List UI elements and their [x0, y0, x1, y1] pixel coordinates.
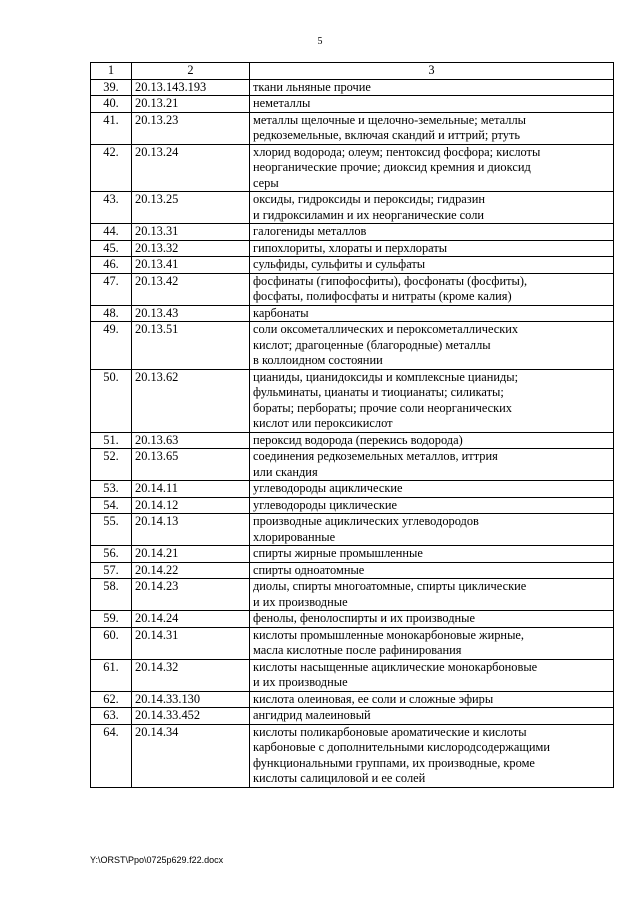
row-description-cell: кислоты насыщенные ациклические монокарбоновые и их производные: [250, 659, 614, 691]
row-description-cell: кислоты поликарбоновые ароматические и кислоты карбоновые с дополнительными кислородсодержащими функциональными группами, их производные, кроме кислоты салициловой и ее солей: [250, 724, 614, 787]
row-description-cell: фосфинаты (гипофосфиты), фосфонаты (фосфиты), фосфаты, полифосфаты и нитраты (кроме калия): [250, 273, 614, 305]
row-number-cell: 59.: [91, 611, 132, 628]
row-number-cell: 58.: [91, 579, 132, 611]
column-header-number: 1: [91, 63, 132, 80]
table-row: [91, 305, 614, 322]
row-number-cell: 41.: [91, 112, 132, 144]
row-description-cell: фенолы, фенолоспирты и их производные: [250, 611, 614, 628]
row-number-cell: 56.: [91, 546, 132, 563]
row-number-cell: 48.: [91, 305, 132, 322]
table-row: [91, 724, 614, 787]
row-code-cell: 20.14.23: [132, 579, 250, 611]
row-description-cell: кислоты промышленные монокарбоновые жирные, масла кислотные после рафинирования: [250, 627, 614, 659]
row-description-cell: ткани льняные прочие: [250, 79, 614, 96]
row-description-cell: кислота олеиновая, ее соли и сложные эфиры: [250, 691, 614, 708]
row-description-cell: углеводороды циклические: [250, 497, 614, 514]
row-number-cell: 46.: [91, 257, 132, 274]
row-description-cell: углеводороды ациклические: [250, 481, 614, 498]
table-row: [91, 691, 614, 708]
table-row: [91, 514, 614, 546]
row-description-cell: галогениды металлов: [250, 224, 614, 241]
row-number-cell: 44.: [91, 224, 132, 241]
row-number-cell: 54.: [91, 497, 132, 514]
table-row: [91, 497, 614, 514]
table-row: [91, 627, 614, 659]
table-row: [91, 273, 614, 305]
table-row: [91, 112, 614, 144]
row-number-cell: 39.: [91, 79, 132, 96]
row-code-cell: 20.14.13: [132, 514, 250, 546]
row-number-cell: 52.: [91, 449, 132, 481]
row-description-cell: гипохлориты, хлораты и перхлораты: [250, 240, 614, 257]
row-code-cell: 20.14.12: [132, 497, 250, 514]
row-number-cell: 57.: [91, 562, 132, 579]
table-row: [91, 708, 614, 725]
row-number-cell: 63.: [91, 708, 132, 725]
row-number-cell: 50.: [91, 369, 132, 432]
row-code-cell: 20.13.62: [132, 369, 250, 432]
row-number-cell: 60.: [91, 627, 132, 659]
row-code-cell: 20.13.42: [132, 273, 250, 305]
row-description-cell: неметаллы: [250, 96, 614, 113]
table-row: [91, 546, 614, 563]
row-code-cell: 20.13.23: [132, 112, 250, 144]
table-body: [91, 79, 614, 787]
codes-table: [90, 62, 614, 788]
row-code-cell: 20.14.21: [132, 546, 250, 563]
row-description-cell: ангидрид малеиновый: [250, 708, 614, 725]
row-number-cell: 64.: [91, 724, 132, 787]
row-code-cell: 20.14.32: [132, 659, 250, 691]
column-header-description: 3: [250, 63, 614, 80]
row-description-cell: соединения редкоземельных металлов, иттрия или скандия: [250, 449, 614, 481]
table-row: [91, 611, 614, 628]
row-number-cell: 49.: [91, 322, 132, 370]
row-description-cell: спирты жирные промышленные: [250, 546, 614, 563]
row-code-cell: 20.13.21: [132, 96, 250, 113]
table-row: [91, 144, 614, 192]
table-header-row: [91, 63, 614, 80]
table-row: [91, 224, 614, 241]
row-number-cell: 43.: [91, 192, 132, 224]
row-description-cell: хлорид водорода; олеум; пентоксид фосфора; кислоты неорганические прочие; диоксид кремния и диоксид серы: [250, 144, 614, 192]
row-number-cell: 55.: [91, 514, 132, 546]
row-code-cell: 20.14.33.452: [132, 708, 250, 725]
row-description-cell: спирты одноатомные: [250, 562, 614, 579]
table-row: [91, 240, 614, 257]
row-description-cell: оксиды, гидроксиды и пероксиды; гидразин и гидроксиламин и их неорганические соли: [250, 192, 614, 224]
row-code-cell: 20.14.11: [132, 481, 250, 498]
table-row: [91, 481, 614, 498]
row-code-cell: 20.13.24: [132, 144, 250, 192]
table-row: [91, 562, 614, 579]
row-code-cell: 20.14.31: [132, 627, 250, 659]
row-description-cell: карбонаты: [250, 305, 614, 322]
table-row: [91, 659, 614, 691]
row-code-cell: 20.14.34: [132, 724, 250, 787]
row-number-cell: 42.: [91, 144, 132, 192]
row-code-cell: 20.13.65: [132, 449, 250, 481]
row-code-cell: 20.13.143.193: [132, 79, 250, 96]
row-number-cell: 51.: [91, 432, 132, 449]
row-description-cell: сульфиды, сульфиты и сульфаты: [250, 257, 614, 274]
row-code-cell: 20.13.41: [132, 257, 250, 274]
table-row: [91, 449, 614, 481]
row-code-cell: 20.14.24: [132, 611, 250, 628]
row-code-cell: 20.14.22: [132, 562, 250, 579]
row-description-cell: производные ациклических углеводородов хлорированные: [250, 514, 614, 546]
table-row: [91, 432, 614, 449]
table-row: [91, 579, 614, 611]
row-code-cell: 20.13.63: [132, 432, 250, 449]
row-description-cell: цианиды, цианидоксиды и комплексные цианиды; фульминаты, цианаты и тиоцианаты; силикаты; бораты; пербораты; прочие соли неорганических кислот или пероксикислот: [250, 369, 614, 432]
row-number-cell: 62.: [91, 691, 132, 708]
table-row: [91, 322, 614, 370]
row-number-cell: 45.: [91, 240, 132, 257]
row-description-cell: диолы, спирты многоатомные, спирты циклические и их производные: [250, 579, 614, 611]
row-code-cell: 20.13.25: [132, 192, 250, 224]
column-header-code: 2: [132, 63, 250, 80]
row-number-cell: 47.: [91, 273, 132, 305]
row-code-cell: 20.13.51: [132, 322, 250, 370]
row-code-cell: 20.13.32: [132, 240, 250, 257]
row-number-cell: 40.: [91, 96, 132, 113]
row-code-cell: 20.13.43: [132, 305, 250, 322]
row-number-cell: 53.: [91, 481, 132, 498]
table-row: [91, 79, 614, 96]
table-row: [91, 192, 614, 224]
table-row: [91, 96, 614, 113]
row-description-cell: соли оксометаллических и пероксометаллических кислот; драгоценные (благородные) металлы в коллоидном состоянии: [250, 322, 614, 370]
row-code-cell: 20.13.31: [132, 224, 250, 241]
row-description-cell: пероксид водорода (перекись водорода): [250, 432, 614, 449]
footer-file-path: Y:\ORST\Ppo\0725p629.f22.docx: [90, 855, 224, 865]
table-row: [91, 369, 614, 432]
row-number-cell: 61.: [91, 659, 132, 691]
page-number: 5: [317, 36, 323, 47]
table-row: [91, 257, 614, 274]
row-code-cell: 20.14.33.130: [132, 691, 250, 708]
row-description-cell: металлы щелочные и щелочно-земельные; металлы редкоземельные, включая скандий и иттрий; ртуть: [250, 112, 614, 144]
